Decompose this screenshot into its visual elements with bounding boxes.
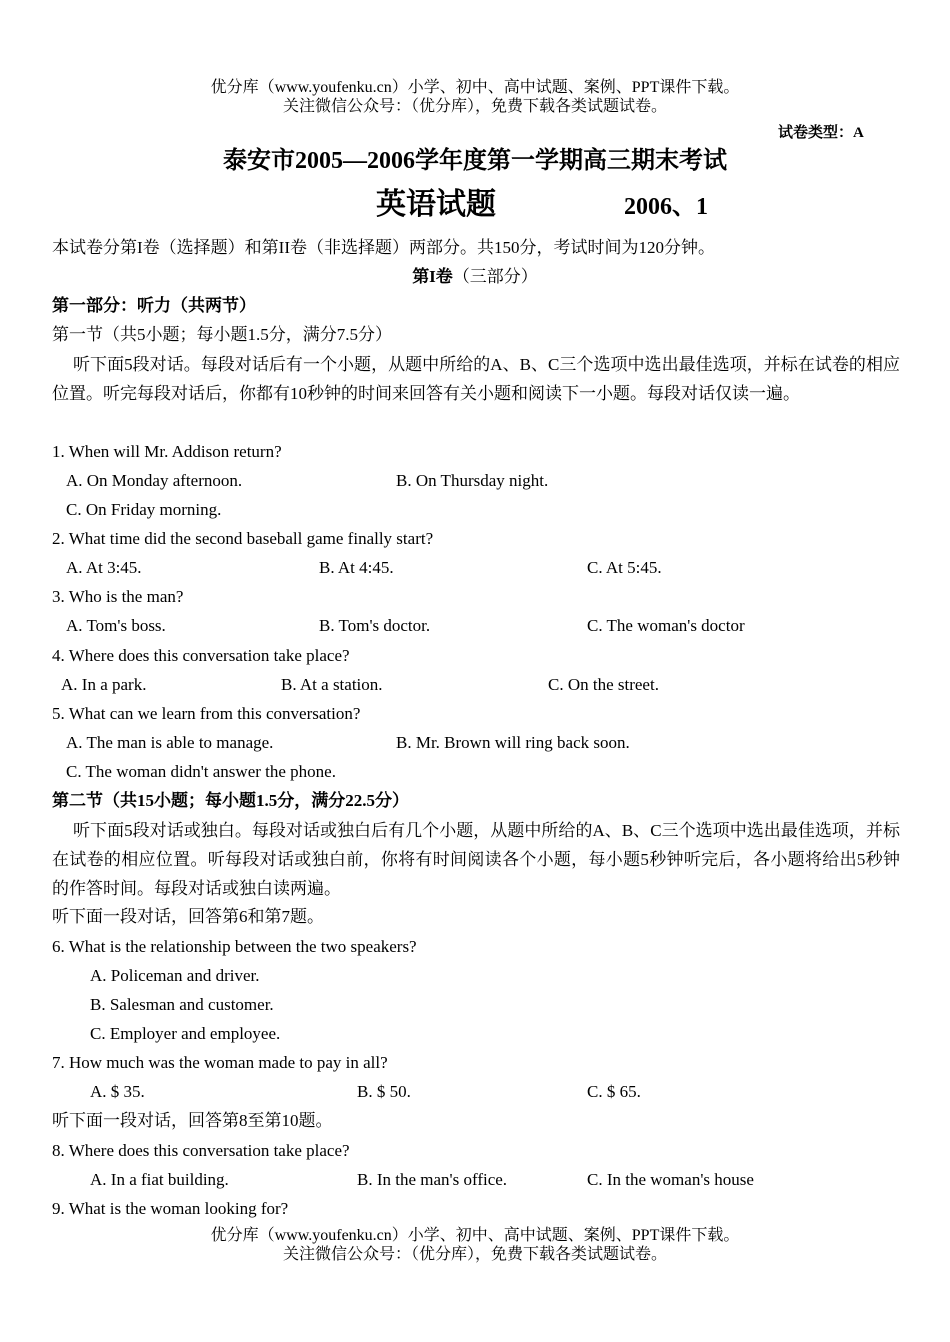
q2-option-b: B. At 4:45. bbox=[319, 558, 394, 577]
volume-1-label bbox=[0, 266, 950, 288]
volume-1-label-rest: （三部分） bbox=[452, 267, 538, 286]
q5-option-c: C. The woman didn't answer the phone. bbox=[66, 762, 336, 781]
q2-option-a: A. At 3:45. bbox=[66, 558, 142, 577]
question-8: 8. Where does this conversation take place? bbox=[52, 1141, 350, 1160]
exam-date: 2006、1 bbox=[624, 194, 708, 220]
q1-option-b: B. On Thursday night. bbox=[396, 471, 549, 490]
part-1-heading: 第一部分：听力（共两节） bbox=[52, 296, 256, 315]
q6-option-a: A. Policeman and driver. bbox=[90, 966, 260, 985]
q1-option-a: A. On Monday afternoon. bbox=[66, 471, 243, 490]
section-1-instructions: 听下面5段对话。每段对话后有一个小题，从题中所给的A、B、C三个选项中选出最佳选项，并标在试卷的相应位置。听完每段对话后，你都有10秒钟的时间来回答有关小题和阅读下一小题。每段对话仅读一遍。 bbox=[52, 355, 900, 403]
q1-option-c: C. On Friday morning. bbox=[66, 500, 222, 519]
question-6: 6. What is the relationship between the two speakers? bbox=[52, 937, 417, 956]
note-questions-8-10: 听下面一段对话，回答第8至第10题。 bbox=[52, 1111, 333, 1130]
exam-type: 试卷类型：A bbox=[778, 125, 864, 141]
volume-1-label-bold: 第I卷 bbox=[412, 267, 453, 286]
question-7: 7. How much was the woman made to pay in all? bbox=[52, 1053, 388, 1072]
section-2-heading: 第二节（共15小题；每小题1.5分，满分22.5分） bbox=[52, 791, 409, 810]
q8-option-c: C. In the woman's house bbox=[587, 1170, 754, 1189]
exam-title: 泰安市2005—2006学年度第一学期高三期末考试 bbox=[223, 148, 727, 174]
exam-subtitle: 英语试题 bbox=[376, 188, 496, 221]
question-5: 5. What can we learn from this conversation? bbox=[52, 704, 361, 723]
q6-option-c: C. Employer and employee. bbox=[90, 1024, 281, 1043]
q2-option-c: C. At 5:45. bbox=[587, 558, 662, 577]
q5-option-b: B. Mr. Brown will ring back soon. bbox=[396, 733, 630, 752]
q3-option-b: B. Tom's doctor. bbox=[319, 616, 431, 635]
q4-option-a: A. In a park. bbox=[61, 675, 147, 694]
question-4: 4. Where does this conversation take place? bbox=[52, 646, 350, 665]
section-2-instructions: 听下面5段对话或独白。每段对话或独白后有几个小题，从题中所给的A、B、C三个选项中选出最佳选项，并标在试卷的相应位置。听每段对话或独白前，你将有时间阅读各个小题，每小题5秒钟听完后，各小题将给出5秒钟的作答时间。每段对话或独白读两遍。 bbox=[52, 821, 900, 898]
question-3: 3. Who is the man? bbox=[52, 587, 184, 606]
q4-option-c: C. On the street. bbox=[548, 675, 659, 694]
q3-option-a: A. Tom's boss. bbox=[66, 616, 166, 635]
question-1: 1. When will Mr. Addison return? bbox=[52, 442, 282, 461]
question-2: 2. What time did the second baseball game finally start? bbox=[52, 529, 434, 548]
header-line-2: 关注微信公众号：（优分库），免费下载各类试题试卷。 bbox=[282, 98, 667, 115]
note-questions-6-7: 听下面一段对话，回答第6和第7题。 bbox=[52, 907, 324, 926]
section-1-heading: 第一节（共5小题；每小题1.5分，满分7.5分） bbox=[52, 325, 392, 344]
q7-option-a: A. $ 35. bbox=[90, 1082, 145, 1101]
header-line-1: 优分库（www.youfenku.cn）小学、初中、高中试题、案例、PPT课件下载。 bbox=[210, 79, 740, 96]
q7-option-c: C. $ 65. bbox=[587, 1082, 641, 1101]
q8-option-b: B. In the man's office. bbox=[357, 1170, 508, 1189]
q7-option-b: B. $ 50. bbox=[357, 1082, 411, 1101]
q8-option-a: A. In a fiat building. bbox=[90, 1170, 229, 1189]
q6-option-b: B. Salesman and customer. bbox=[90, 995, 274, 1014]
q4-option-b: B. At a station. bbox=[281, 675, 383, 694]
exam-intro: 本试卷分第I卷（选择题）和第II卷（非选择题）两部分。共150分，考试时间为120分钟。 bbox=[52, 238, 715, 257]
footer-line-1: 优分库（www.youfenku.cn）小学、初中、高中试题、案例、PPT课件下载。 bbox=[210, 1227, 740, 1244]
footer-line-2: 关注微信公众号：（优分库），免费下载各类试题试卷。 bbox=[282, 1246, 667, 1263]
q3-option-c: C. The woman's doctor bbox=[587, 616, 745, 635]
q5-option-a: A. The man is able to manage. bbox=[66, 733, 274, 752]
question-9: 9. What is the woman looking for? bbox=[52, 1199, 289, 1218]
